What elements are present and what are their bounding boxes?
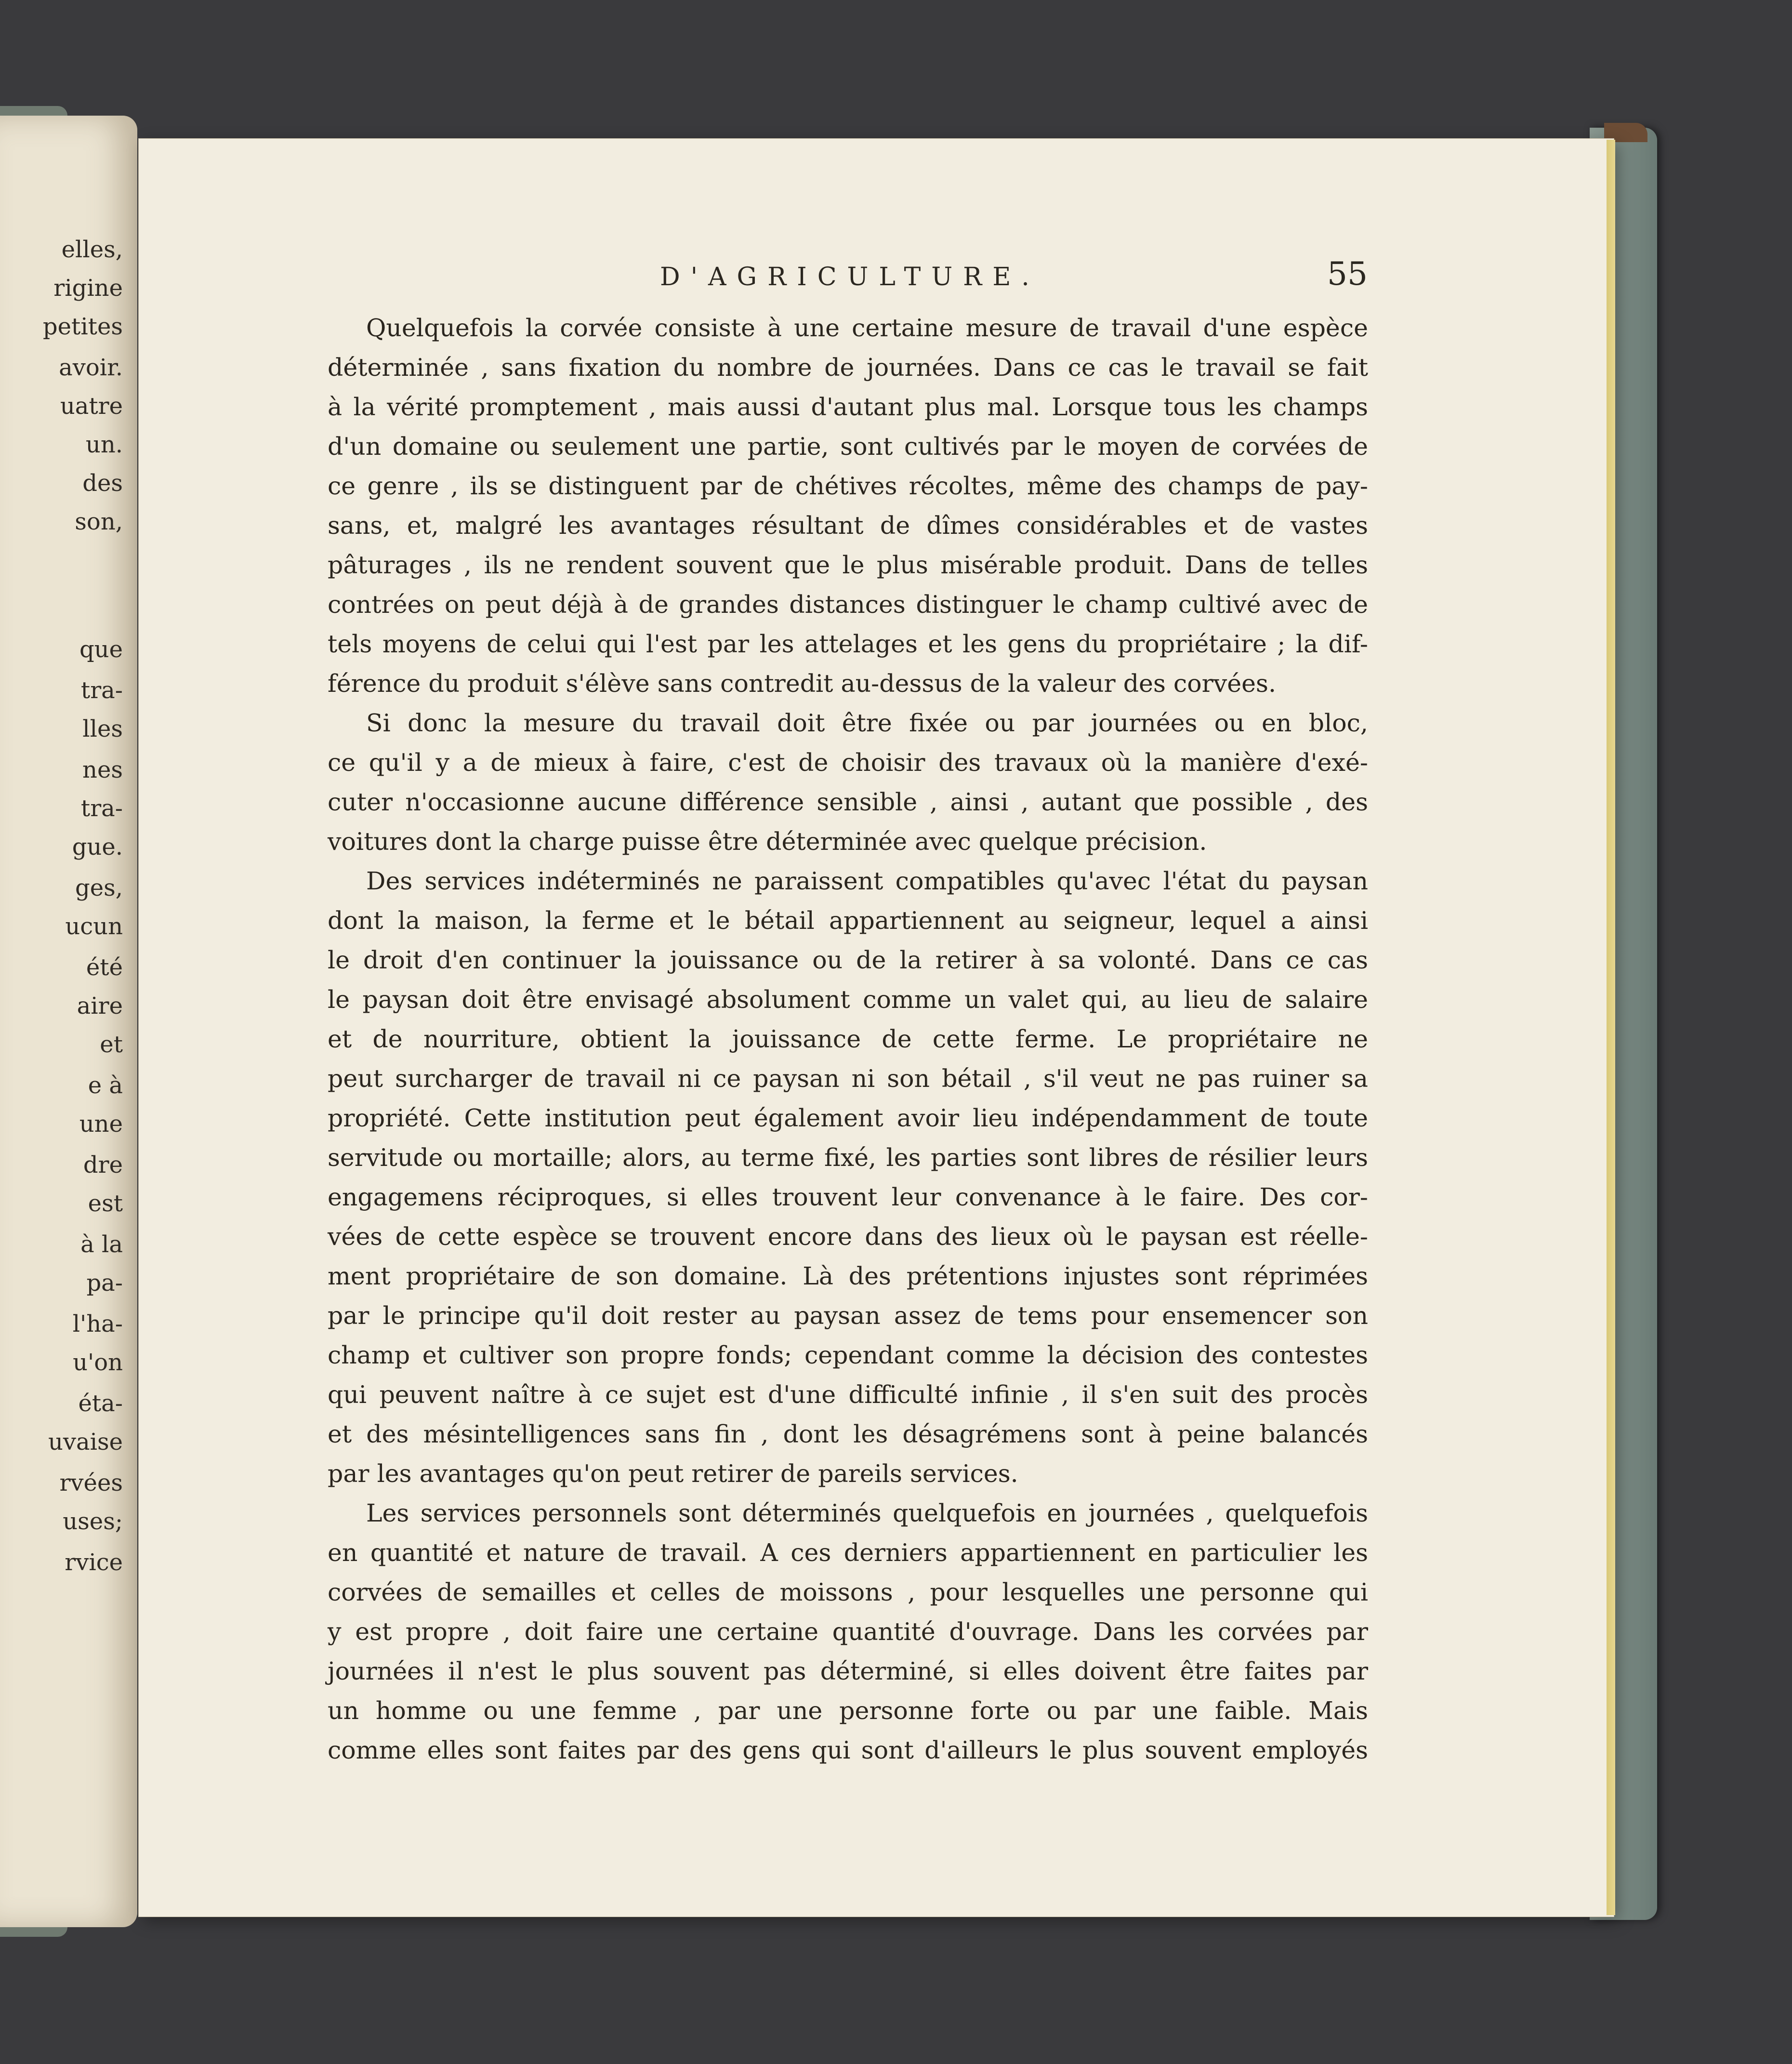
left-page-fragment: e à <box>88 1072 123 1099</box>
text-line: corvées de semailles et celles de moissons , pour lesquelles une personne qui <box>328 1578 1368 1606</box>
paragraph <box>328 703 1368 861</box>
left-page-fragment: pa- <box>86 1270 123 1297</box>
text-line: ment propriétaire de son domaine. Là des prétentions injustes sont réprimées <box>328 1262 1368 1290</box>
text-line: d'un domaine ou seulement une partie, sont cultivés par le moyen de corvées de <box>328 432 1368 461</box>
text-line: contrées on peut déjà à de grandes distances distinguer le champ cultivé avec de <box>328 590 1368 619</box>
text-line: qui peuvent naître à ce sujet est d'une difficulté infinie , il s'en suit des procès <box>328 1380 1368 1409</box>
text-line: journées il n'est le plus souvent pas déterminé, si elles doivent être faites par <box>328 1657 1368 1685</box>
text-line: cuter n'occasionne aucune différence sensible , ainsi , autant que possible , des <box>328 788 1368 816</box>
text-line: par le principe qu'il doit rester au paysan assez de tems pour ensemencer son <box>328 1301 1368 1330</box>
running-head: D'AGRICULTURE. <box>660 263 1040 291</box>
left-page-fragment: aire <box>77 992 123 1019</box>
text-line: férence du produit s'élève sans contredit au-dessus de la valeur des corvées. <box>328 669 1277 698</box>
left-page-fragment: ucun <box>65 913 123 940</box>
left-page-fragment: dre <box>83 1151 123 1178</box>
text-line: un homme ou une femme , par une personne forte ou par une faible. Mais <box>328 1696 1368 1725</box>
left-page-fragment: tra- <box>80 795 123 822</box>
text-line: vées de cette espèce se trouvent encore dans des lieux où le paysan est réelle- <box>328 1222 1368 1251</box>
paragraph <box>328 861 1368 1494</box>
left-page-fragment: avoir. <box>59 354 123 381</box>
left-page-fragment: à la <box>80 1231 123 1258</box>
text-line: Si donc la mesure du travail doit être fixée ou par journées ou en bloc, <box>366 709 1368 737</box>
text-line: voitures dont la charge puisse être déterminée avec quelque précision. <box>328 827 1207 856</box>
left-page-fragment: petites <box>42 313 123 340</box>
left-page-fragment: l'ha- <box>72 1310 123 1337</box>
text-line: y est propre , doit faire une certaine quantité d'ouvrage. Dans les corvées par <box>328 1617 1368 1646</box>
left-page-fragment: uses; <box>63 1508 123 1535</box>
paragraph <box>328 308 1368 703</box>
text-line: ce genre , ils se distinguent par de chétives récoltes, même des champs de pay- <box>328 472 1368 500</box>
text-line: par les avantages qu'on peut retirer de pareils services. <box>328 1459 1018 1488</box>
left-page-fragment: et <box>100 1031 123 1058</box>
left-page-fragment: rvées <box>59 1469 123 1496</box>
left-page-fragment: u'on <box>73 1349 123 1376</box>
text-line: servitude ou mortaille; alors, au terme fixé, les parties sont libres de résilier leurs <box>328 1143 1368 1172</box>
text-line: à la vérité promptement , mais aussi d'autant plus mal. Lorsque tous les champs <box>328 393 1368 421</box>
left-page-fragment: gue. <box>72 834 123 860</box>
page-fore-edge <box>1607 140 1615 1915</box>
text-line: en quantité et nature de travail. A ces derniers appartiennent en particulier les <box>328 1538 1368 1567</box>
text-line: Des services indéterminés ne paraissent compatibles qu'avec l'état du paysan <box>366 867 1368 895</box>
page-number: 55 <box>1327 255 1368 292</box>
text-line: tels moyens de celui qui l'est par les attelages et les gens du propriétaire ; la dif- <box>328 630 1368 658</box>
body-text <box>328 308 1368 1770</box>
text-line: propriété. Cette institution peut également avoir lieu indépendamment de toute <box>328 1104 1368 1132</box>
left-page-fragment: ges, <box>75 874 123 901</box>
paragraph <box>328 1494 1368 1770</box>
text-line: le droit d'en continuer la jouissance ou de la retirer à sa volonté. Dans ce cas <box>328 946 1368 974</box>
left-page-fragment: que <box>79 636 123 663</box>
text-line: sans, et, malgré les avantages résultant de dîmes considérables et de vastes <box>328 511 1368 540</box>
left-page-fragment: des <box>82 470 123 497</box>
text-line: ce qu'il y a de mieux à faire, c'est de choisir des travaux où la manière d'exé- <box>328 748 1368 777</box>
left-page-fragment: tra- <box>80 677 123 704</box>
left-page-fragment: un. <box>85 431 123 458</box>
left-page-fragment: une <box>79 1111 123 1138</box>
text-line: dont la maison, la ferme et le bétail appartiennent au seigneur, lequel a ainsi <box>328 906 1368 935</box>
previous-page <box>0 116 137 1927</box>
left-page-fragment: rigine <box>53 275 123 302</box>
left-page-fragment: lles <box>82 715 123 742</box>
left-page-fragment: uvaise <box>48 1429 123 1455</box>
text-line: Quelquefois la corvée consiste à une certaine mesure de travail d'une espèce <box>366 314 1368 342</box>
text-line: champ et cultiver son propre fonds; cependant comme la décision des contestes <box>328 1341 1368 1369</box>
text-line: peut surcharger de travail ni ce paysan ni son bétail , s'il veut ne pas ruiner sa <box>328 1064 1368 1093</box>
left-page-fragment: elles, <box>61 236 123 263</box>
left-page-fragment: est <box>88 1190 123 1217</box>
text-line: le paysan doit être envisagé absolument comme un valet qui, au lieu de salaire <box>328 985 1368 1014</box>
text-line: déterminée , sans fixation du nombre de journées. Dans ce cas le travail se fait <box>328 353 1368 382</box>
left-page-fragment: éta- <box>78 1390 123 1417</box>
left-page-fragment: uatre <box>60 393 123 420</box>
left-page-fragment: nes <box>82 756 123 783</box>
text-line: et des mésintelligences sans fin , dont les désagrémens sont à peine balancés <box>328 1420 1368 1448</box>
left-page-fragment: été <box>86 954 123 981</box>
text-line: comme elles sont faites par des gens qui sont d'ailleurs le plus souvent employés <box>328 1736 1368 1764</box>
text-line: pâturages , ils ne rendent souvent que le plus misérable produit. Dans de telles <box>328 551 1368 579</box>
left-page-fragment: son, <box>75 508 123 535</box>
text-line: Les services personnels sont déterminés quelquefois en journées , quelquefois <box>366 1499 1368 1527</box>
left-page-fragment: rvice <box>65 1549 123 1576</box>
text-line: engagemens réciproques, si elles trouvent leur convenance à le faire. Des cor- <box>328 1183 1368 1211</box>
text-line: et de nourriture, obtient la jouissance de cette ferme. Le propriétaire ne <box>328 1025 1368 1053</box>
